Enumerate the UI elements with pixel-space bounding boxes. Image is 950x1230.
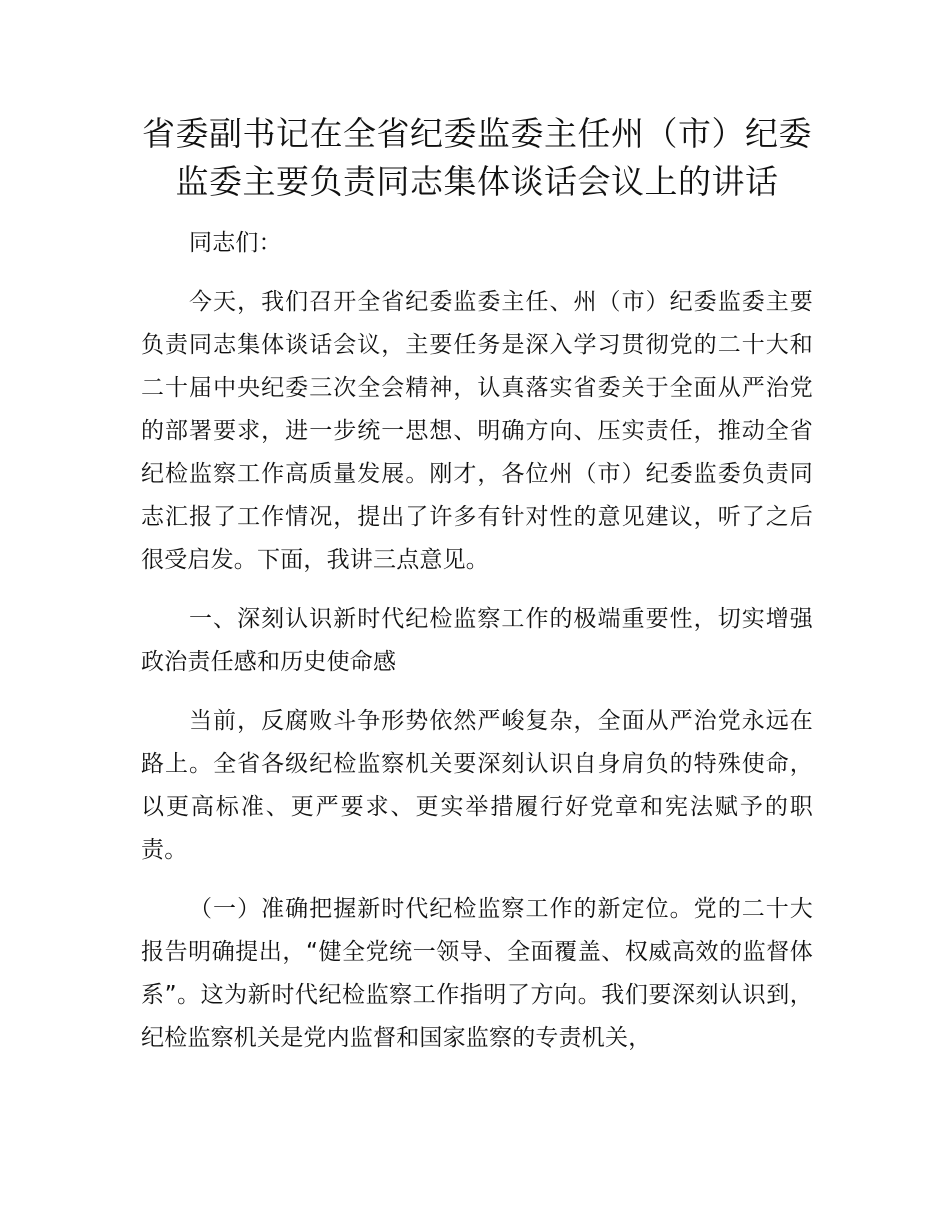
paragraph-subsection-1: （一）准确把握新时代纪检监察工作的新定位。党的二十大报告明确提出，“健全党统一领导、全面覆盖、权威高效的监督体系”。这为新时代纪检监察工作指明了方向。我们要深刻认识到，纪检监察机关是党内监督和国家监察的专责机关， bbox=[141, 896, 813, 1051]
title-line-1: 省委副书记在全省纪委监委主任州（市）纪委 bbox=[142, 114, 812, 153]
salutation: 同志们： bbox=[189, 230, 282, 256]
paragraph-opening: 今天，我们召开全省纪委监委主任、州（市）纪委监委主要负责同志集体谈话会议，主要任务是深入学习贯彻党的二十大和二十届中央纪委三次全会精神，认真落实省委关于全面从严治党的部署要求，进一步统一思想、明确方向、压实责任，推动全省纪检监察工作高质量发展。刚才，各位州（市）纪委监委负责同志汇报了工作情况，提出了许多有针对性的意见建议，听了之后很受启发。下面，我讲三点意见。 bbox=[141, 289, 813, 573]
section-heading-1: 一、深刻认识新时代纪检监察工作的极端重要性，切实增强政治责任感和历史使命感 bbox=[141, 606, 813, 675]
title-line-2: 监委主要负责同志集体谈话会议上的讲话 bbox=[175, 162, 779, 201]
document-body bbox=[141, 110, 813, 1060]
paragraph-situation: 当前，反腐败斗争形势依然严峻复杂，全面从严治党永远在路上。全省各级纪检监察机关要深刻认识自身肩负的特殊使命，以更高标准、更严要求、更实举措履行好党章和宪法赋予的职责。 bbox=[141, 708, 813, 863]
document-title bbox=[131, 110, 823, 206]
